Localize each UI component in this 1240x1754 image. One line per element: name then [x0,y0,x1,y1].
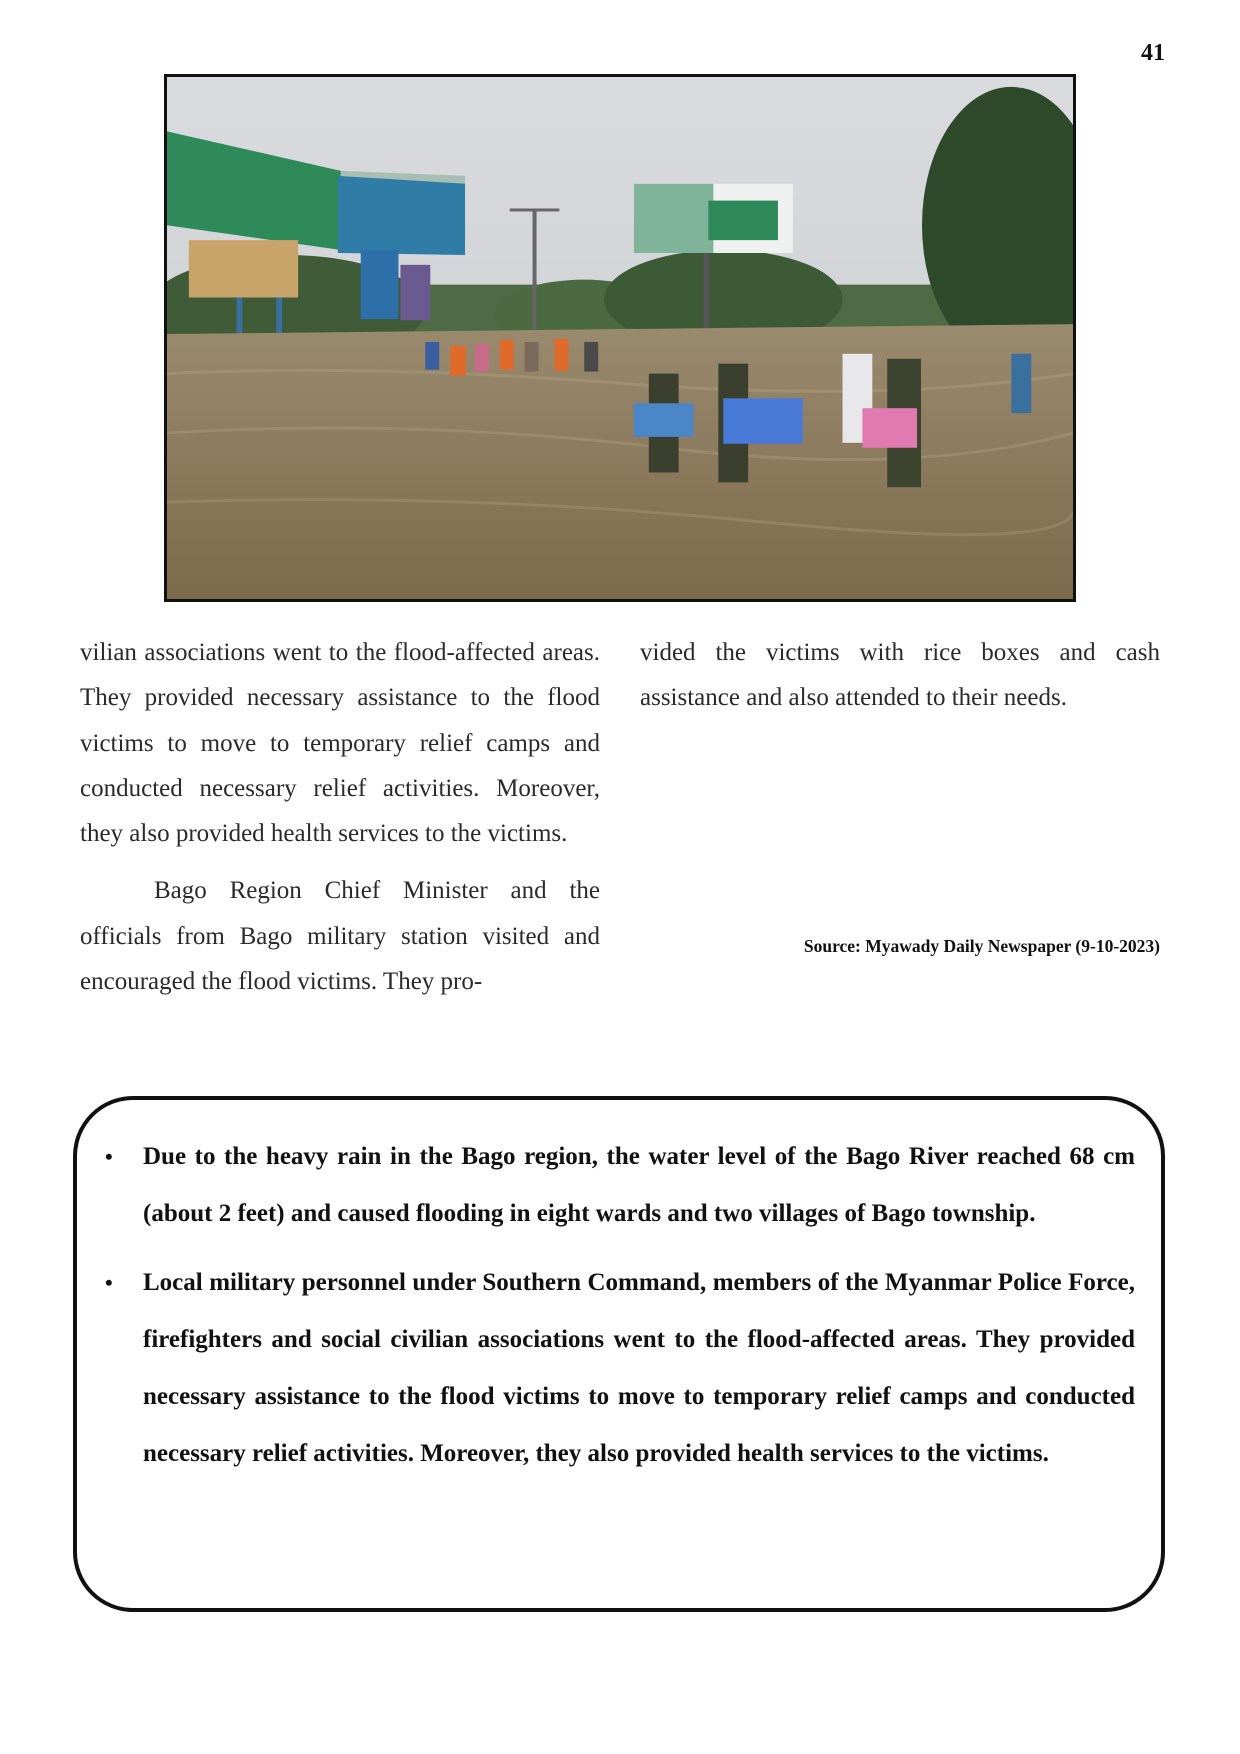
summary-box [73,1096,1165,1612]
source-citation: Source: Myawady Daily Newspaper (9-10-2023) [803,936,1160,956]
bullet-icon: • [105,1144,113,1169]
summary-bullet [105,1128,1135,1242]
body-paragraph: vilian associations went to the flood-affected areas. They provided necessary assistance to the flood victims to move to temporary relief camps and conducted necessary relief activities. Moreover, they also provided health services to the victims. [80,639,600,848]
body-paragraph: vided the victims with rice boxes and cash assistance and also attended to their needs. [640,639,1160,712]
summary-list [105,1128,1135,1494]
summary-text: Due to the heavy rain in the Bago region, the water level of the Bago River reached 68 cm (about 2 feet) and caused flooding in eight wards and two villages of Bago township. [143,1143,1135,1227]
page-number: 41 [1141,40,1165,66]
bullet-icon: • [105,1270,113,1295]
flood-photo [164,74,1076,602]
body-paragraph: Bago Region Chief Minister and the officials from Bago military station visited and encouraged the flood victims. They pro- [80,877,600,996]
summary-bullet [105,1254,1135,1482]
summary-text: Local military personnel under Southern Command, members of the Myanmar Police Force, firefighters and social civilian associations went to the flood-affected areas. They provided necessary assistance to the flood victims to move to temporary relief camps and conducted necessary relief activities. Moreover, they also provided health services to the victims. [143,1269,1135,1467]
right-column [640,630,1160,721]
flood-scene-illustration [167,77,1073,599]
left-column [80,630,600,1004]
